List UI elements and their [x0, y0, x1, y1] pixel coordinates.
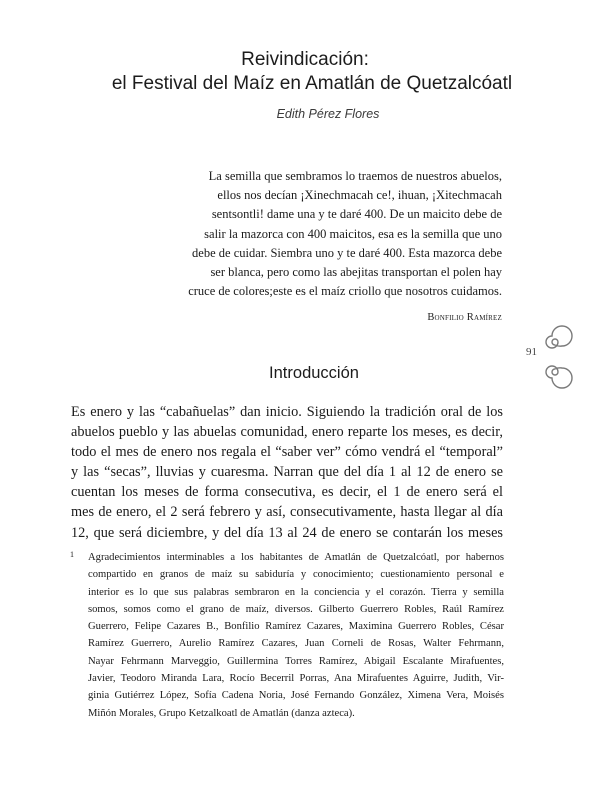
footnote-line: Nayar Fehrmann Marveggio, Guillermina Torres Ramírez, Abigail Escalante Mirafuentes,: [88, 655, 504, 667]
epigraph-line: ser blanca, pero como las abejitas transportan el polen hay: [210, 265, 502, 280]
epigraph-line: cruce de colores;este es el maíz criollo que nosotros cuidamos.: [188, 284, 502, 299]
footnote-line: Guerrero, Felipe Cazares B., Bonfilio Ramírez Cazares, Maximina Guerrero Robles, César: [88, 621, 504, 633]
page-number: 91: [526, 346, 537, 358]
footnote-line: ginia Gutiérrez López, Sofía Cadena Noria, José Fernando González, Ximena Vera, Moisés: [88, 690, 504, 702]
footnote: [70, 549, 504, 722]
epigraph-line: salir la mazorca con 400 maicitos, esa es la semilla que uno: [204, 226, 502, 241]
body-line: Es enero y las “cabañuelas” dan inicio. Siguiendo la tradición oral de los: [71, 404, 503, 420]
footnote-line: compartido en granos de maíz su sabiduría y conocimiento; cuestionamiento personal e: [88, 569, 504, 581]
epigraph-source: Bonfilio Ramírez: [427, 312, 502, 323]
epigraph-line: sentsontli! dame una y te daré 400. De un maicito debe de: [211, 207, 502, 222]
footnote-text: [88, 549, 504, 722]
title-line-1: Reivindicación:: [241, 49, 369, 70]
section-heading: Introducción: [269, 364, 359, 382]
body-line: abuelos pueblo y las abuelas comunidad, enero reparte los meses, es decir,: [71, 424, 503, 441]
chapter-title: [0, 48, 610, 96]
title-block: [0, 48, 610, 96]
footnote-line: somos, somos como el grano de maíz, diversos. Gilberto Guerrero Robles, Raúl Ramírez: [88, 603, 504, 615]
title-line-2: el Festival del Maíz en Amatlán de Quetzalcóatl: [111, 73, 513, 94]
epigraph-line: La semilla que sembramos lo traemos de nuestros abuelos,: [208, 169, 502, 183]
author-name: Edith Pérez Flores: [276, 107, 380, 121]
footnote-line: Miñón Morales, Grupo Ketzalkoatl de Amatlán (danza azteca).: [88, 707, 355, 719]
body-line: 12, que será diciembre, y del día 13 al 24 de enero se contarán los meses: [71, 524, 503, 541]
epigraph: [132, 167, 502, 301]
footnote-mark: 1: [70, 550, 74, 559]
body-paragraph: [71, 402, 503, 543]
footnote-line: Ramírez Guerrero, Aurelio Ramírez Cazares, Juan Corneli de Rosas, Walter Fehrmann,: [88, 638, 504, 650]
epigraph-line: debe de cuidar. Siembra uno y te daré 400. Esta mazorca debe: [192, 245, 502, 260]
body-line: y las “secas”, lluvias y cuaresma. Narran que del día 1 al 12 de enero se: [71, 464, 503, 481]
footnote-line: Agradecimientos interminables a los habitantes de Amatlán de Quetzalcóatl, por habernos: [88, 552, 504, 563]
footnote-line: Javier, Teodoro Miranda Lara, Rocío Becerril Porras, Ana Mirafuentes Aguirre, Judith, Vir-: [88, 673, 504, 685]
body-line: cuentan los meses de forma consecutiva, es decir, el 1 de enero será el: [71, 484, 503, 501]
body-line: todo el mes de enero nos regala el “saber ver” cómo vendrá el “temporal”: [71, 444, 503, 461]
body-line: mes de enero, el 2 será febrero y así, consecutivamente, hasta llegar al día: [71, 504, 503, 521]
epigraph-line: ellos nos decían ¡Xinechmacah ce!, ihuan, ¡Xitechmacah: [217, 188, 502, 203]
footnote-line: interior es lo que sus palabras sembraron en la conciencia y el corazón. Tierra y semilla: [88, 586, 504, 598]
